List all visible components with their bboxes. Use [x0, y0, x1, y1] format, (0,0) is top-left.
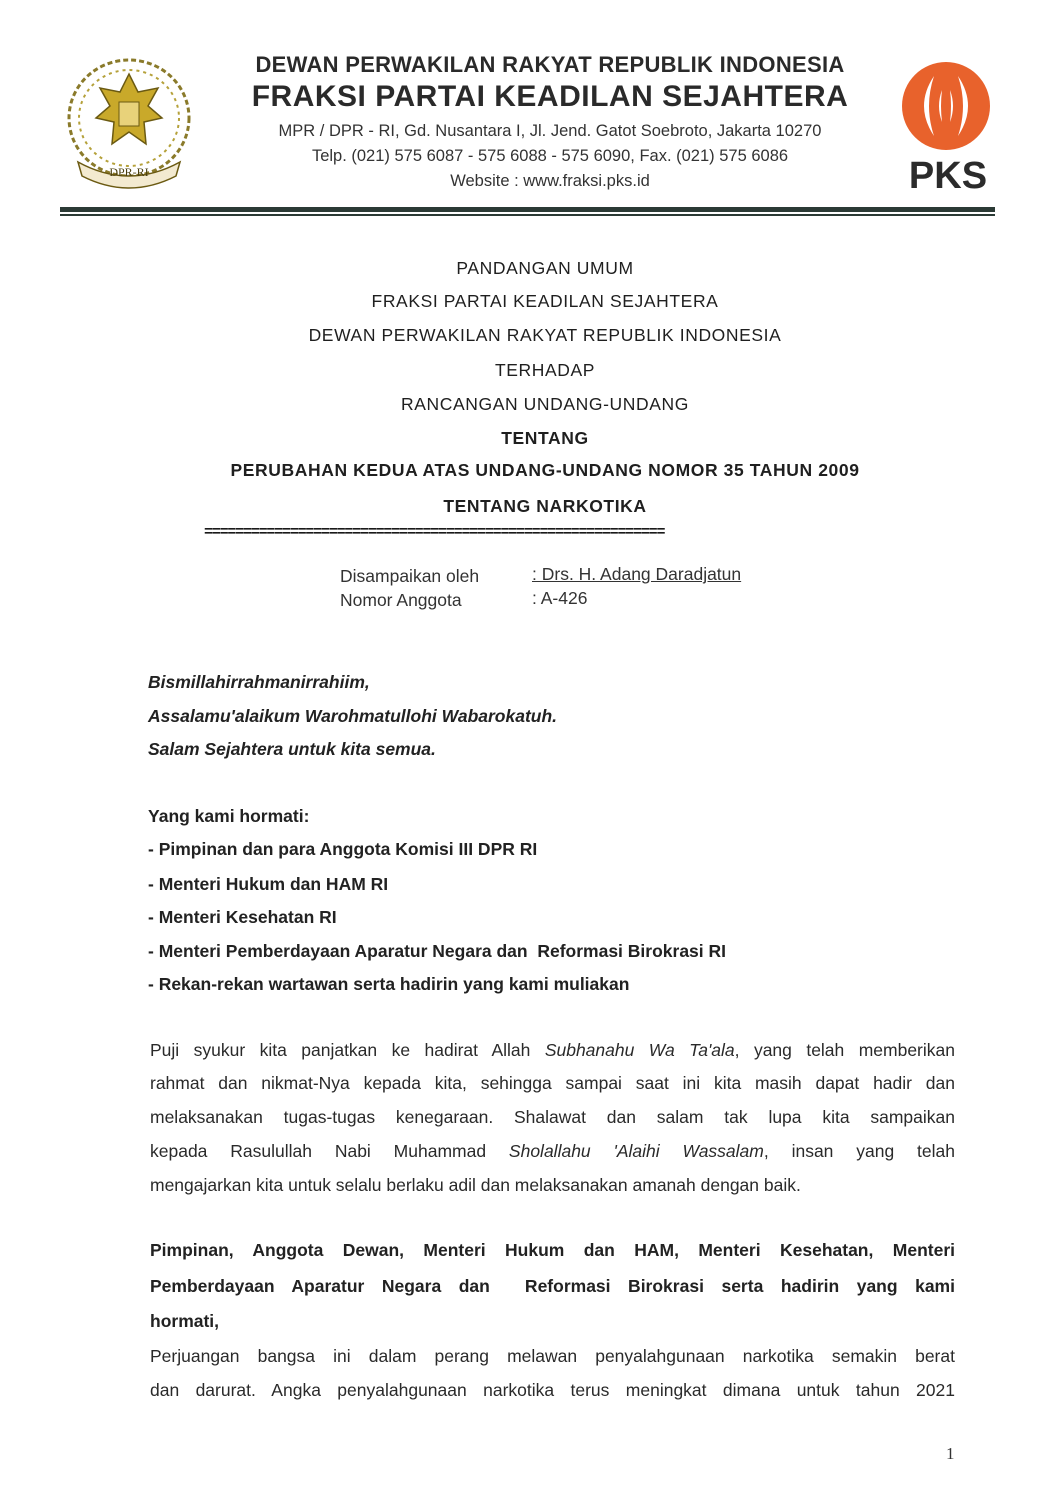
- paragraph-line: mengajarkan kita untuk selalu berlaku adil dan melaksanakan amanah dengan baik.: [150, 1175, 801, 1195]
- svg-text:DPR-RI: DPR-RI: [109, 165, 149, 179]
- greeting-line: Assalamu'alaikum Warohmatullohi Wabarokatuh.: [148, 706, 558, 726]
- paragraph-line: rahmat dan nikmat-Nya kepada kita, sehingga sampai saat ini kita masih dapat hadir dan: [150, 1073, 955, 1093]
- respected-item: - Menteri Hukum dan HAM RI: [148, 874, 389, 894]
- pks-logo-icon: [896, 60, 1000, 195]
- letterhead-institution: DEWAN PERWAKILAN RAKYAT REPUBLIK INDONESIA: [255, 52, 845, 77]
- respected-item: - Rekan-rekan wartawan serta hadirin yang kami muliakan: [148, 974, 630, 994]
- greeting-line: Bismillahirrahmanirrahiim,: [148, 672, 370, 692]
- paragraph-line: Pemberdayaan Aparatur Negara dan Reformasi Birokrasi serta hadirin yang kami: [150, 1276, 955, 1296]
- title-line: TENTANG: [501, 428, 589, 448]
- dpr-emblem-icon: [58, 52, 200, 192]
- respected-item: - Pimpinan dan para Anggota Komisi III DPR RI: [148, 839, 538, 859]
- paragraph-line: hormati,: [150, 1311, 220, 1331]
- paragraph-line: Perjuangan bangsa ini dalam perang melawan penyalahgunaan narkotika semakin berat: [150, 1346, 955, 1366]
- letterhead-rule-thin: [60, 214, 995, 216]
- respected-item: - Menteri Kesehatan RI: [148, 907, 337, 927]
- letterhead-address: MPR / DPR - RI, Gd. Nusantara I, Jl. Jend. Gatot Soebroto, Jakarta 10270: [278, 122, 822, 140]
- paragraph-line: kepada Rasulullah Nabi Muhammad Sholallahu 'Alaihi Wassalam, insan yang telah: [150, 1141, 955, 1161]
- paragraph-line: Pimpinan, Anggota Dewan, Menteri Hukum dan HAM, Menteri Kesehatan, Menteri: [150, 1240, 955, 1260]
- paragraph-line: Puji syukur kita panjatkan ke hadirat Allah Subhanahu Wa Ta'ala, yang telah memberikan: [150, 1040, 955, 1060]
- title-line: TERHADAP: [494, 360, 596, 380]
- page-number: 1: [946, 1444, 955, 1463]
- title-line: PANDANGAN UMUM: [456, 258, 634, 278]
- presented-by-value: : Drs. H. Adang Daradjatun: [532, 564, 742, 584]
- letterhead-website: Website : www.fraksi.pks.id: [450, 172, 650, 190]
- svg-text:PKS: PKS: [908, 155, 988, 195]
- title-line: TENTANG NARKOTIKA: [443, 496, 647, 516]
- letterhead-faction: FRAKSI PARTAI KEADILAN SEJAHTERA: [251, 80, 849, 113]
- greeting-line: Salam Sejahtera untuk kita semua.: [148, 739, 436, 759]
- presented-by-label: Disampaikan oleh: [340, 566, 480, 586]
- title-separator: ===========================================================: [204, 524, 665, 541]
- respected-item: - Menteri Pemberdayaan Aparatur Negara dan Reformasi Birokrasi RI: [148, 941, 727, 961]
- member-number-label: Nomor Anggota: [340, 590, 462, 610]
- member-number-value: : A-426: [532, 588, 588, 608]
- title-line: FRAKSI PARTAI KEADILAN SEJAHTERA: [371, 291, 719, 311]
- title-line: PERUBAHAN KEDUA ATAS UNDANG-UNDANG NOMOR 35 TAHUN 2009: [230, 460, 860, 480]
- letterhead-phone: Telp. (021) 575 6087 - 575 6088 - 575 6090, Fax. (021) 575 6086: [311, 147, 789, 165]
- respected-heading: Yang kami hormati:: [148, 806, 310, 826]
- paragraph-line: dan darurat. Angka penyalahgunaan narkotika terus meningkat dimana untuk tahun 2021: [150, 1380, 955, 1400]
- title-line: RANCANGAN UNDANG-UNDANG: [401, 394, 689, 414]
- title-line: DEWAN PERWAKILAN RAKYAT REPUBLIK INDONESIA: [308, 325, 782, 345]
- letterhead-rule: [60, 207, 995, 212]
- paragraph-line: melaksanakan tugas-tugas kenegaraan. Shalawat dan salam tak lupa kita sampaikan: [150, 1107, 955, 1127]
